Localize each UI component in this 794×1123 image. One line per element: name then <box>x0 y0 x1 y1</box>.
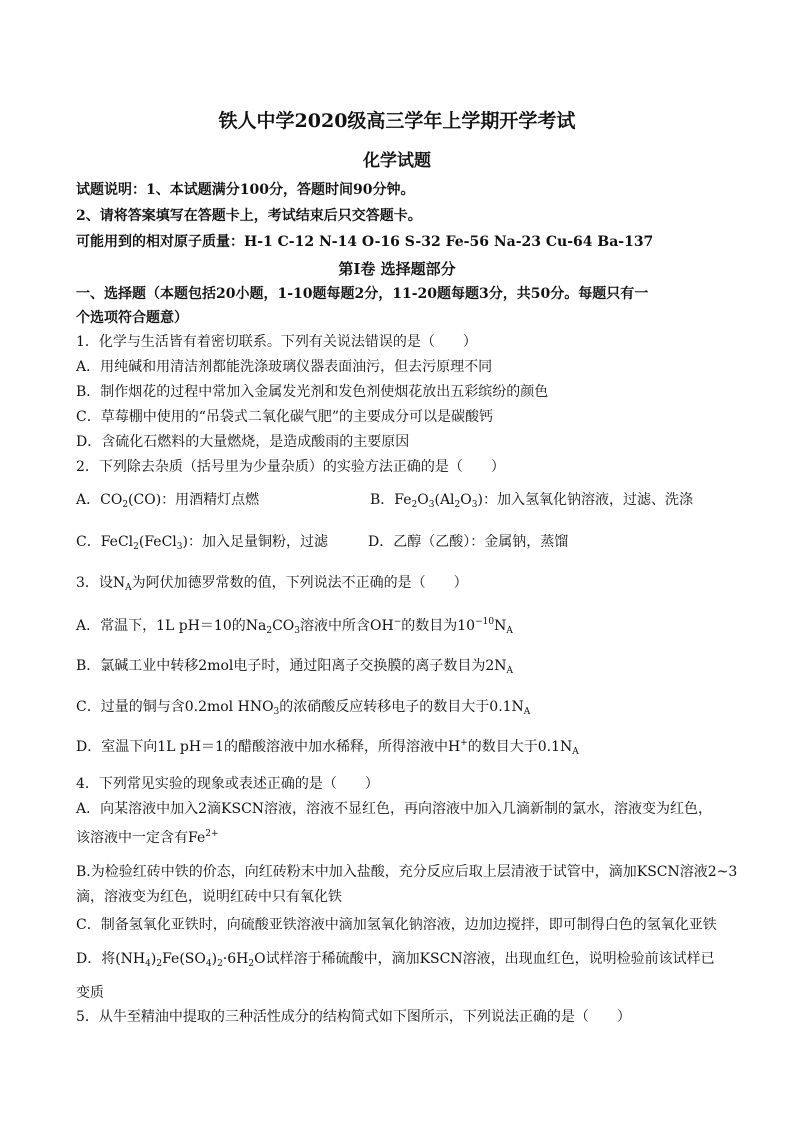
atomic-masses: 可能用到的相对原子质量：H-1 C-12 N-14 O-16 S-32 Fe-56 Na-23 Cu-64 Ba-137 <box>76 234 654 250</box>
q4-option-a-line-1: A．向某溶液中加入2滴KSCN溶液，溶液不显红色，再向溶液中加入几滴新制的氯水，溶液变为红色， <box>76 801 713 817</box>
q1-option-d: D．含硫化石燃料的大量燃烧，是造成酸雨的主要原因 <box>76 434 410 450</box>
q3-option-a: A．常温下，1L pH＝10的$Na_2CO_3$溶液中所含OH−的数目为$10^{-10}N_A$ <box>76 617 513 636</box>
q3-stem: 3．设$N_A$为阿伏加德罗常数的值，下列说法不正确的是（ ） <box>76 575 468 593</box>
q4-option-b-line-1: B.为检验红砖中铁的价态，向红砖粉末中加入盐酸，充分反应后取上层清液于试管中，滴加KSCN溶液2~3 <box>76 864 738 880</box>
q4-option-c: C．制备氢氧化亚铁时，向硫酸亚铁溶液中滴加氢氧化钠溶液，边加边搅拌，即可制得白色的氢氧化亚铁 <box>76 917 717 933</box>
section-heading-line-1: 一、选择题（本题包括20小题，1-10题每题2分，11-20题每题3分，共50分。每题只有一 <box>76 286 649 302</box>
q2-option-c: C．FeCl$_2$(FeCl$_3$)：加入足量铜粉，过滤 <box>76 534 328 552</box>
q4-option-b-line-2: 滴，溶液变为红色，说明红砖中只有氧化铁 <box>76 889 342 905</box>
q2-option-d: D．乙醇（乙酸）：金属钠，蒸馏 <box>368 534 569 550</box>
q2-option-a: A．$CO_2(CO)$：用酒精灯点燃 <box>76 492 260 510</box>
q2-stem: 2．下列除去杂质（括号里为少量杂质）的实验方法正确的是（ ） <box>76 459 505 475</box>
q2-option-b: B．$Fe_2O_3(Al_2O_3)$：加入氢氧化钠溶液，过滤、洗涤 <box>370 492 693 510</box>
q3-option-c: C．过量的铜与含0.2mol $HNO_3$的浓硝酸反应转移电子的数目大于$0.1N_A$ <box>76 699 531 717</box>
q3-option-d: D．室温下向1L pH＝1的醋酸溶液中加水稀释，所得溶液中H+的数目大于$0.1N_A$ <box>76 738 579 757</box>
exam-title: 铁人中学2020级高三学年上学期开学考试 <box>218 110 576 132</box>
note-line-2: 2、请将答案填写在答题卡上，考试结束后只交答题卡。 <box>76 208 422 224</box>
q5-stem: 5．从牛至精油中提取的三种活性成分的结构简式如下图所示，下列说法正确的是（ ） <box>76 1009 631 1025</box>
q4-stem: 4．下列常见实验的现象或表述正确的是（ ） <box>76 776 379 792</box>
q1-stem: 1．化学与生活皆有着密切联系。下列有关说法错误的是（ ） <box>76 334 477 350</box>
q1-option-a: A．用纯碱和用清洁剂都能洗涤玻璃仪器表面油污，但去污原理不同 <box>76 359 493 375</box>
q3-option-b: B．氯碱工业中转移2mol电子时，通过阳离子交换膜的离子数目为$2N_A$ <box>76 658 514 676</box>
q1-option-c: C．草莓棚中使用的“吊袋式二氧化碳气肥”的主要成分可以是碳酸钙 <box>76 409 494 425</box>
q4-option-d-line-2: 变质 <box>76 985 104 1001</box>
section-heading-line-2: 个选项符合题意） <box>76 310 188 326</box>
note-line-1: 试题说明：1、本试题满分100分，答题时间90分钟。 <box>76 182 415 198</box>
subject-title: 化学试题 <box>363 151 431 171</box>
q4-option-a-line-2: 该溶液中一定含有$Fe^{2+}$ <box>76 829 219 846</box>
q1-option-b: B．制作烟花的过程中常加入金属发光剂和发色剂使烟花放出五彩缤纷的颜色 <box>76 384 549 400</box>
part-title: 第Ⅰ卷 选择题部分 <box>338 260 456 278</box>
q4-option-d-line-1: D．将$(NH_4)_2Fe(SO_4)_2\cdot 6H_2O$试样溶于稀硫酸中，滴加KSCN溶液，出现血红色，说明检验前该试样已 <box>76 951 715 969</box>
